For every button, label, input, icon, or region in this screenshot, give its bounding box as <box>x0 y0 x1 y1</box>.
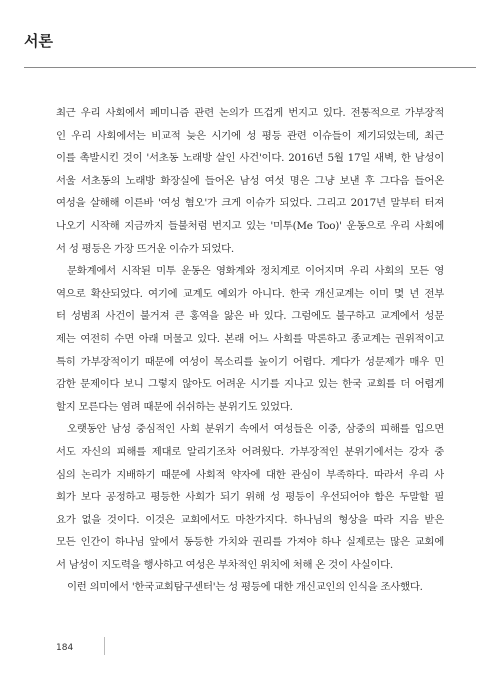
page-number: 184 <box>56 643 74 653</box>
paragraph-line: 나오기 시작해 지금까지 들불처럼 번지고 있는 '미투(Me Too)' 운동으로 우리 사회에 <box>56 219 444 232</box>
paragraph-line: 여성을 살해해 이른바 '여성 혐오'가 크게 이슈가 되었다. 그리고 2017년 말부터 터져 <box>56 197 444 210</box>
paragraph-2 <box>56 260 444 418</box>
paragraph-line: 문화계에서 시작된 미투 운동은 영화계와 정치계로 이어지며 우리 사회의 모든 영 <box>67 265 444 278</box>
paragraph-line: 인 우리 사회에서는 비교적 늦은 시기에 성 평등 관련 이슈들이 제기되었는데, 최근 <box>56 129 444 142</box>
paragraph-line: 이런 의미에서 '한국교회탐구센터'는 성 평등에 대한 개신교인의 인식을 조사했다. <box>67 581 423 594</box>
paragraph-3 <box>56 418 444 576</box>
paragraph-line: 회가 보다 공정하고 평등한 사회가 되기 위해 성 평등이 우선되어야 함은 두말할 필 <box>56 491 444 504</box>
paragraph-line: 심의 논리가 지배하기 때문에 사회적 약자에 대한 관심이 부족하다. 따라서 우리 사 <box>56 468 444 481</box>
paragraph-line: 서 성 평등은 가장 뜨거운 이슈가 되었다. <box>56 242 234 255</box>
footer-divider <box>104 637 105 655</box>
paragraph-line: 서도 자신의 피해를 제대로 알리기조차 어려웠다. 가부장적인 분위기에서는 강자 중 <box>56 445 444 458</box>
title-divider <box>24 67 476 68</box>
paragraph-line: 제는 여전히 수면 아래 머물고 있다. 본래 어느 사회를 막론하고 종교계는 권위적이고 <box>56 332 444 345</box>
paragraph-line: 할지 모른다는 염려 때문에 쉬쉬하는 분위기도 있었다. <box>56 400 293 413</box>
paragraph-line: 서 남성이 지도력을 행사하고 여성은 부차적인 위치에 처해 온 것이 사실이다. <box>56 558 393 571</box>
paragraph-line: 감한 문제이다 보니 그렇지 않아도 어려운 시기를 지나고 있는 한국 교회를 더 어렵게 <box>56 378 444 391</box>
section-title: 서론 <box>24 32 53 50</box>
paragraph-4 <box>56 576 444 599</box>
paragraph-line: 터 성범죄 사건이 불거져 큰 홍역을 앓은 바 있다. 그럼에도 불구하고 교계에서 성문 <box>56 310 444 323</box>
paragraph-line: 이를 촉발시킨 것이 '서초동 노래방 살인 사건'이다. 2016년 5월 17일 새벽, 한 남성이 <box>56 152 444 165</box>
body-text <box>56 102 444 599</box>
paragraph-1 <box>56 102 444 260</box>
paragraph-line: 서울 서초동의 노래방 화장실에 들어온 남성 여섯 명은 그냥 보낸 후 그다음 들어온 <box>56 174 444 187</box>
paragraph-line: 모든 인간이 하나님 앞에서 동등한 가치와 권리를 가져야 하나 실제로는 많은 교회에 <box>56 536 444 549</box>
paragraph-line: 요가 없을 것이다. 이것은 교회에서도 마찬가지다. 하나님의 형상을 따라 지음 받은 <box>56 513 444 526</box>
paragraph-line: 오랫동안 남성 중심적인 사회 분위기 속에서 여성들은 이중, 삼중의 피해를 입으면 <box>67 423 444 436</box>
paragraph-line: 역으로 확산되었다. 여기에 교계도 예외가 아니다. 한국 개신교계는 이미 몇 년 전부 <box>56 287 444 300</box>
paragraph-line: 특히 가부장적이기 때문에 여성이 목소리를 높이기 어렵다. 게다가 성문제가 매우 민 <box>56 355 444 368</box>
paragraph-line: 최근 우리 사회에서 페미니즘 관련 논의가 뜨겁게 번지고 있다. 전통적으로 가부장적 <box>56 107 444 119</box>
